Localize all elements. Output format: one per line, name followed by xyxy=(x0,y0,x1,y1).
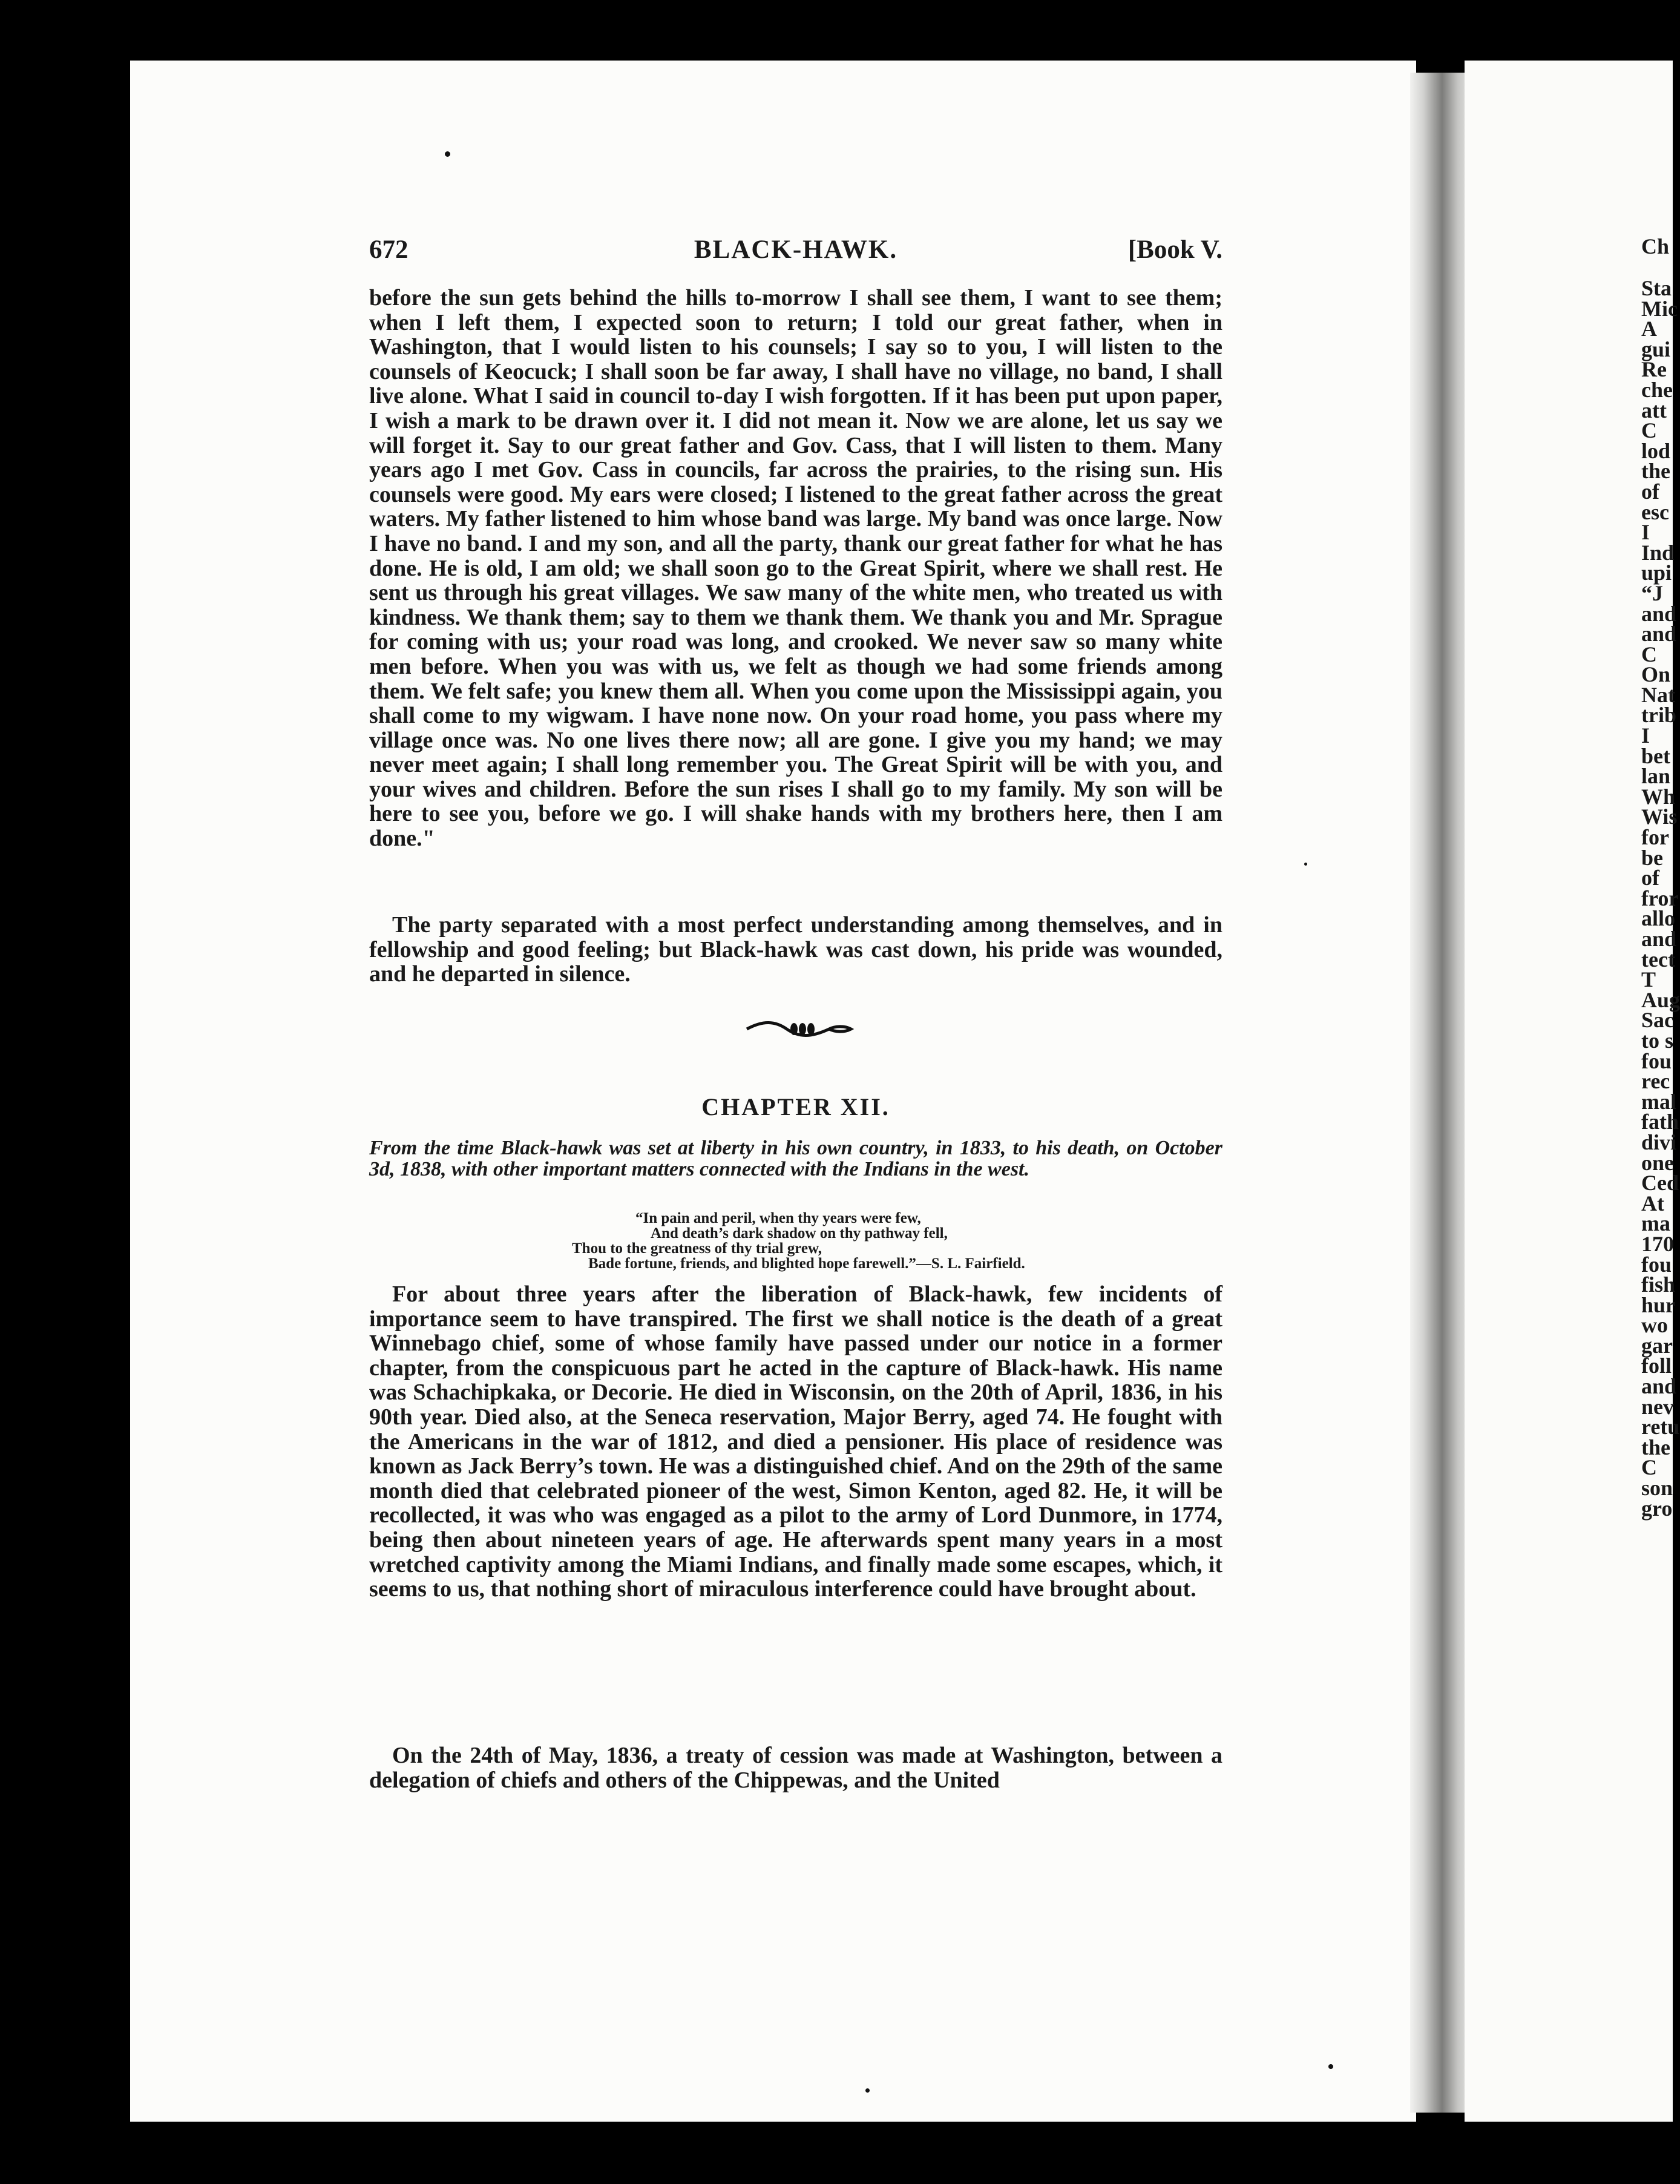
running-header xyxy=(369,235,1222,271)
epigraph-line: Thou to the greatness of thy trial grew, xyxy=(572,1240,822,1257)
right-page-line-fragment: Ced xyxy=(1641,1171,1679,1196)
epigraph-line: And death’s dark shadow on thy pathway fell, xyxy=(651,1225,948,1242)
right-page-line-fragment: foll xyxy=(1641,1353,1672,1378)
scan-speck xyxy=(1328,2064,1333,2069)
epigraph-line: Bade fortune, friends, and blighted hope farewell.”—S. L. Fairfield. xyxy=(588,1255,1025,1272)
right-page-line-fragment: rec xyxy=(1641,1069,1670,1094)
separation-paragraph-block xyxy=(369,913,1222,987)
chapter-heading: CHAPTER XII. xyxy=(701,1093,890,1120)
speech-paragraph-block xyxy=(369,286,1222,851)
right-page-line-fragment: allo xyxy=(1641,906,1676,931)
right-page-line-fragment: fath xyxy=(1641,1110,1679,1134)
right-page-line-fragment: retu xyxy=(1641,1415,1680,1439)
right-page-line-fragment: fish xyxy=(1641,1272,1676,1297)
book-label: [Book V. xyxy=(1127,235,1222,264)
right-page-header-fragment: Ch xyxy=(1641,234,1670,258)
running-title: BLACK-HAWK. xyxy=(694,235,898,264)
right-page-line-fragment: che xyxy=(1641,377,1673,402)
right-page-line-fragment: nev xyxy=(1641,1394,1674,1419)
right-page-line-fragment: “J xyxy=(1641,581,1663,605)
right-page-line-fragment: the xyxy=(1641,459,1670,484)
right-page-line-fragment: gro xyxy=(1641,1496,1673,1521)
right-page-line-fragment: divi xyxy=(1641,1130,1677,1154)
right-page-line-fragment: gar xyxy=(1641,1333,1673,1358)
right-page-line-fragment: I xyxy=(1641,520,1650,545)
epigraph-line: “In pain and peril, when thy years were few, xyxy=(635,1210,921,1226)
right-page-line-fragment: On xyxy=(1641,662,1671,687)
right-page-line-fragment: and xyxy=(1641,622,1677,646)
right-page-line-fragment: lan xyxy=(1641,764,1671,789)
right-page-line-fragment: esc xyxy=(1641,499,1669,524)
right-page-line-fragment: At xyxy=(1641,1191,1664,1215)
right-page-line-fragment: att xyxy=(1641,398,1667,423)
body-paragraph: For about three years after the liberation of Black-hawk, few incidents of importance seem to have transpired. The first we shall notice is the death of a great Winnebago chief, some of whose family have passed under our notice in a former chapter, from the conspicuous part he acted in the capture of Black-hawk. His name was Schachipkaka, or Decorie. He died in Wisconsin, on the 20th of April, 1836, in his 90th year. Died also, at the Seneca reservation, Major Berry, aged 74. He fought with the Americans in the war of 1812, and died a pensioner. His place of residence was known as Jack Berry’s town. He was a distinguished chief. And on the 29th of the same month died that celebrated pioneer of the west, Simon Kenton, aged 82. He, it will be recollected, it was who was engaged as a pilot to the army of Lord Dunmore, in 1774, being then about nineteen years of age. He afterwards spent many years in a most wretched captivity among the Miami Indians, and finally made some escapes, which, it seems to us, that nothing short of miraculous interference could have brought about. xyxy=(369,1281,1222,1602)
right-page-line-fragment: hur xyxy=(1641,1292,1676,1317)
right-page-line-fragment: lod xyxy=(1641,438,1671,463)
right-page-line-fragment: Sta xyxy=(1641,276,1672,300)
right-page-line-fragment: wo xyxy=(1641,1313,1668,1338)
separation-paragraph: The party separated with a most perfect understanding among themselves, and in fellowship and good feeling; but Black-hawk was cast down, his pride was wounded, and he departed in silence. xyxy=(369,912,1222,987)
right-page-line-fragment: tect xyxy=(1641,947,1675,972)
right-page-line-fragment: I xyxy=(1641,723,1650,748)
right-page-line-fragment: C xyxy=(1641,418,1657,443)
right-page-line-fragment: son xyxy=(1641,1476,1673,1501)
right-page-line-fragment: fou xyxy=(1641,1048,1672,1073)
scan-speck xyxy=(865,2088,870,2093)
body-paragraph: On the 24th of May, 1836, a treaty of cession was made at Washington, between a delegation of chiefs and others of the Chippewas, and the United xyxy=(369,1743,1222,1793)
scan-speck xyxy=(445,151,450,157)
right-page-line-fragment: ma xyxy=(1641,1211,1670,1236)
right-page-line-fragment: and xyxy=(1641,1374,1677,1399)
right-page-line-fragment: 170 xyxy=(1641,1231,1674,1256)
right-page-line-fragment: Mic xyxy=(1641,296,1678,321)
epigraph xyxy=(545,1211,1210,1271)
scan-speck xyxy=(1304,863,1307,866)
right-page-line-fragment: fou xyxy=(1641,1252,1672,1277)
right-page-line-fragment: Nat xyxy=(1641,682,1675,707)
right-page-line-fragment: A xyxy=(1641,317,1657,341)
right-page-line-fragment: for xyxy=(1641,825,1669,850)
right-page-text-fragments xyxy=(1641,276,1680,1521)
right-page-line-fragment: one xyxy=(1641,1150,1674,1175)
section-ornament xyxy=(744,1017,853,1041)
chapter-summary: From the time Black-hawk was set at liberty in his own country, in 1833, to his death, on October 3d, 1838, with other important matters connected with the Indians in the west. xyxy=(369,1137,1222,1180)
right-page-line-fragment: Re xyxy=(1641,357,1667,382)
right-page-line-fragment: be xyxy=(1641,845,1663,870)
right-page-line-fragment: upi xyxy=(1641,561,1672,585)
right-page-line-fragment: of xyxy=(1641,866,1659,890)
right-page-line-fragment: C xyxy=(1641,1455,1657,1480)
speech-paragraph: before the sun gets behind the hills to-morrow I shall see them, I want to see them; when I left them, I expected soon to return; I told our great father, when in Washington, that I would listen to his counsels; I say so to you, I will listen to the counsels of Keocuck; I shall soon be far away, I shall have no village, no band, I shall live alone. What I said in council to-day I wish forgotten. If it has been put upon paper, I wish a mark to be drawn over it. I did not mean it. Now we are alone, let us say we will forget it. Say to our great father and Gov. Cass, that I will listen to them. Many years ago I met Gov. Cass in councils, far across the prairies, to the rising sun. His counsels were good. My ears were closed; I listened to the great father across the great waters. My father listened to him whose band was large. My band was once large. Now I have no band. I and my son, and all the party, thank our great father for what he has done. He is old, I am old; we shall soon go to the Great Spirit, where we shall rest. He sent us through his great villages. We saw many of the white men, who treated us with kindness. We thank them; say to them we thank them. We thank you and Mr. Sprague for coming with us; your road was long, and crooked. We never saw so many white men before. When you was with us, we felt as though we had some friends among them. We felt safe; you knew them all. When you come upon the Mississippi again, you shall come to my wigwam. I have none now. On your road home, you pass where my village once was. No one lives there now; all are gone. I give you my hand; we may never meet again; I shall long remember you. The Great Spirit will be with you, and your wives and children. Before the sun rises I shall go to my family. My son will be here to see you, before we go. I will shake hands with my brothers here, then I am done." xyxy=(369,285,1222,852)
right-page-line-fragment: to s xyxy=(1641,1028,1673,1053)
right-page-line-fragment: fror xyxy=(1641,886,1679,910)
page-number: 672 xyxy=(369,235,409,264)
right-page-line-fragment: and xyxy=(1641,927,1677,951)
right-page-line-fragment: and xyxy=(1641,601,1677,626)
right-page-line-fragment: trib xyxy=(1641,703,1676,728)
right-page-line-fragment: mal xyxy=(1641,1089,1676,1114)
right-page-line-fragment: bet xyxy=(1641,743,1670,768)
right-page-line-fragment: the xyxy=(1641,1435,1670,1459)
right-page-line-fragment: C xyxy=(1641,642,1657,666)
right-page-line-fragment: Wh xyxy=(1641,784,1676,809)
body-paragraph-block xyxy=(369,1743,1222,1792)
right-page-line-fragment: gui xyxy=(1641,337,1671,361)
body-paragraph-block xyxy=(369,1282,1222,1602)
right-page-line-fragment: Aug xyxy=(1641,987,1680,1012)
right-page-line-fragment: Ind xyxy=(1641,540,1675,565)
right-page-line-fragment: Sac xyxy=(1641,1008,1674,1033)
right-page-line-fragment: T xyxy=(1641,967,1656,992)
right-page-line-fragment: of xyxy=(1641,479,1659,504)
right-page-line-fragment: Wis xyxy=(1641,804,1678,829)
